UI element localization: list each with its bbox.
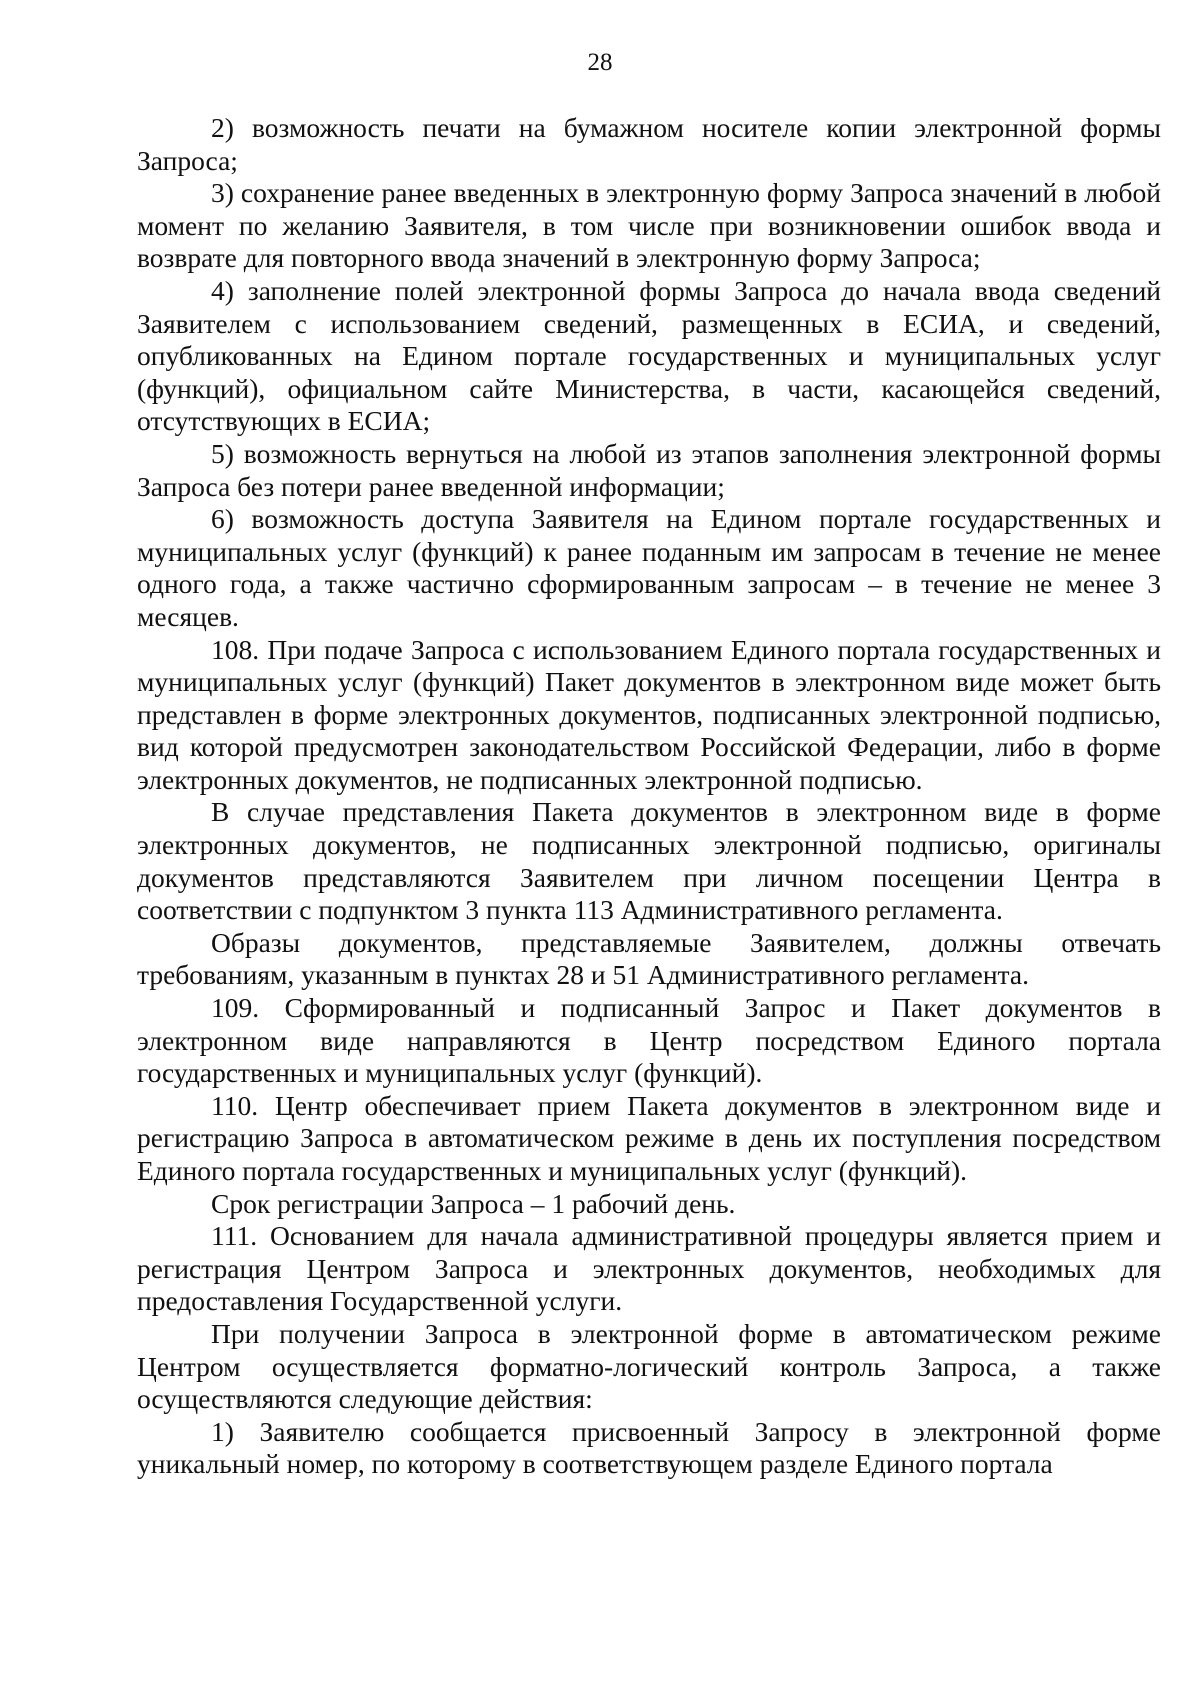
paragraph-unsigned-documents: В случае представления Пакета документов в электронном виде в форме электронных документов, не подписанных электронной подписью, оригиналы документов представляются Заявителем при личном посещении Центра в соответствии с подпунктом 3 пункта 113 Административного регламента. [137, 796, 1161, 926]
paragraph-item-4-prefill-fields: 4) заполнение полей электронной формы Запроса до начала ввода сведений Заявителем с использованием сведений, размещенных в ЕСИА, и сведений, опубликованных на Едином портале государственных и муниципальных услуг (функций), официальном сайте Министерства, в части, касающейся сведений, отсутствующих в ЕСИА; [137, 274, 1161, 437]
paragraph-item-1-unique-number: 1) Заявителю сообщается присвоенный Запросу в электронной форме уникальный номер, по которому в соответствующем разделе Единого портала [137, 1415, 1161, 1480]
document-body [137, 112, 1161, 1481]
paragraph-clause-111: 111. Основанием для начала административной процедуры является прием и регистрация Центром Запроса и электронных документов, необходимых для предоставления Государственной услуги. [137, 1220, 1161, 1317]
paragraph-registration-term: Срок регистрации Запроса – 1 рабочий день. [211, 1187, 736, 1219]
paragraph-item-6-access-requests: 6) возможность доступа Заявителя на Едином портале государственных и муниципальных услуг (функций) к ранее поданным им запросам в течение не менее одного года, а также частично сформированным запросам – в течение не менее 3 месяцев. [137, 503, 1161, 632]
paragraph-document-images: Образы документов, представляемые Заявителем, должны отвечать требованиям, указанным в пунктах 28 и 51 Административного регламента. [137, 926, 1161, 991]
paragraph-clause-109: 109. Сформированный и подписанный Запрос и Пакет документов в электронном виде направляются в Центр посредством Единого портала государственных и муниципальных услуг (функций). [137, 992, 1161, 1089]
paragraph-item-3-save-values: 3) сохранение ранее введенных в электронную форму Запроса значений в любой момент по желанию Заявителя, в том числе при возникновении ошибок ввода и возврате для повторного ввода значений в электронную форму Запроса; [137, 177, 1161, 274]
paragraph-item-2-print-copy: 2) возможность печати на бумажном носителе копии электронной формы Запроса; [137, 112, 1161, 176]
paragraph-item-5-return-to-step: 5) возможность вернуться на любой из этапов заполнения электронной формы Запроса без потери ранее введенной информации; [137, 437, 1161, 502]
paragraph-clause-110: 110. Центр обеспечивает прием Пакета документов в электронном виде и регистрацию Запроса в автоматическом режиме в день их поступления посредством Единого портала государственных и муниципальных услуг (функций). [137, 1089, 1161, 1186]
paragraph-format-logic-control: При получении Запроса в электронной форме в автоматическом режиме Центром осуществляется форматно-логический контроль Запроса, а также осуществляются следующие действия: [137, 1317, 1161, 1415]
page-number: 28 [587, 49, 613, 76]
paragraph-clause-108: 108. При подаче Запроса с использованием Единого портала государственных и муниципальных услуг (функций) Пакет документов в электронном виде может быть представлен в форме электронных документов, подписанных электронной подписью, вид которой предусмотрен законодательством Российской Федерации, либо в форме электронных документов, не подписанных электронной подписью. [137, 633, 1161, 795]
